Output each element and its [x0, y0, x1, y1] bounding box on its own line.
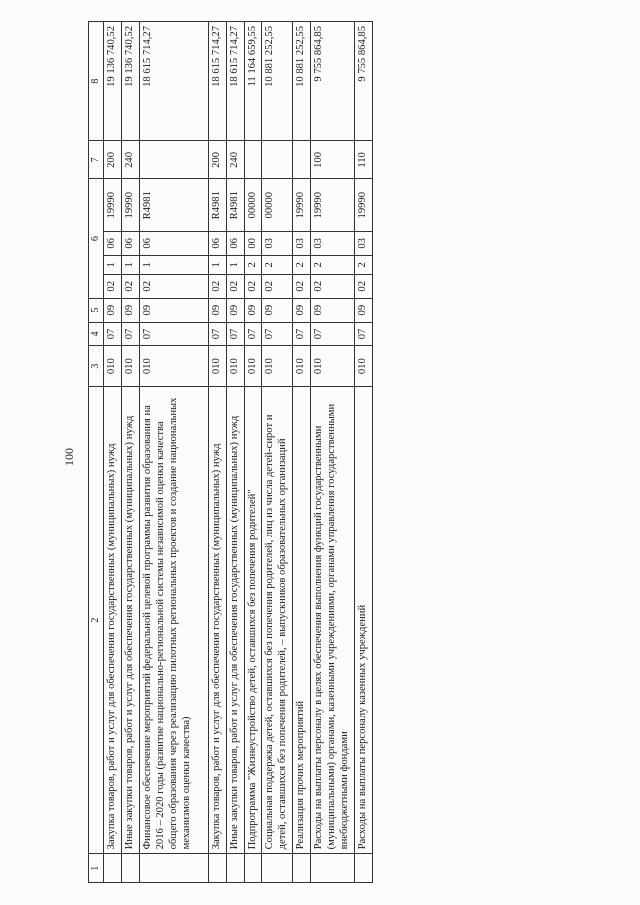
expense-type-cell [262, 141, 293, 179]
row-index-cell [293, 854, 311, 883]
target-part-4: 19990 [311, 179, 355, 231]
target-part-4: R4981 [226, 179, 244, 231]
target-part-2: 1 [208, 255, 226, 274]
target-part-3: 00 [244, 231, 262, 255]
amount-cell: 18 615 714,27 [208, 22, 226, 141]
section-cell: 07 [311, 322, 355, 346]
item-name: Подпрограмма "Жизнеустройство детей, оставшихся без попечения родителей" [244, 386, 262, 853]
amount-cell: 9 755 864,85 [355, 22, 373, 141]
expense-type-cell: 240 [122, 141, 140, 179]
expense-type-cell: 110 [355, 141, 373, 179]
item-name: Расходы на выплаты персоналу казенных учреждений [355, 386, 373, 853]
target-part-4: 19990 [122, 179, 140, 231]
item-name: Финансовое обеспечение мероприятий федеральной целевой программы развития образования на 2016 – 2020 годы (развитие национально-региональной системы независимой оценки качества общего образования через реализацию пилотных региональных проектов и создание национальных механизмов оценки качества) [140, 386, 209, 853]
subsection-cell: 09 [140, 298, 209, 322]
target-part-1: 02 [262, 274, 293, 298]
header-cell: 8 [89, 22, 104, 141]
table-row [244, 22, 262, 883]
table-row [140, 22, 209, 883]
target-part-3: 03 [311, 231, 355, 255]
row-index-cell [355, 854, 373, 883]
target-part-1: 02 [311, 274, 355, 298]
target-part-1: 02 [122, 274, 140, 298]
expense-type-cell [140, 141, 209, 179]
subsection-cell: 09 [311, 298, 355, 322]
table-row [208, 22, 226, 883]
header-cell: 6 [89, 179, 104, 298]
target-part-3: 03 [355, 231, 373, 255]
target-part-4: 19990 [293, 179, 311, 231]
target-part-3: 03 [262, 231, 293, 255]
row-index-cell [226, 854, 244, 883]
item-name: Закупка товаров, работ и услуг для обеспечения государственных (муниципальных) нужд [104, 386, 122, 853]
amount-cell: 10 881 252,55 [262, 22, 293, 141]
subsection-cell: 09 [355, 298, 373, 322]
table-row [226, 22, 244, 883]
subsection-cell: 09 [226, 298, 244, 322]
code-cell: 010 [122, 346, 140, 387]
subsection-cell: 09 [122, 298, 140, 322]
item-name: Иные закупки товаров, работ и услуг для обеспечения государственных (муниципальных) нужд [122, 386, 140, 853]
target-part-2: 2 [355, 255, 373, 274]
target-part-4: 00000 [244, 179, 262, 231]
amount-cell: 18 615 714,27 [226, 22, 244, 141]
row-index-cell [122, 854, 140, 883]
code-cell: 010 [355, 346, 373, 387]
expense-type-cell: 100 [311, 141, 355, 179]
subsection-cell: 09 [244, 298, 262, 322]
table-row [104, 22, 122, 883]
header-row [89, 22, 104, 883]
item-name: Иные закупки товаров, работ и услуг для обеспечения государственных (муниципальных) нужд [226, 386, 244, 853]
code-cell: 010 [226, 346, 244, 387]
row-index-cell [244, 854, 262, 883]
header-cell: 1 [89, 854, 104, 883]
code-cell: 010 [208, 346, 226, 387]
item-name: Реализация прочих мероприятий [293, 386, 311, 853]
target-part-4: R4981 [140, 179, 209, 231]
target-part-3: 06 [208, 231, 226, 255]
code-cell: 010 [293, 346, 311, 387]
amount-cell: 18 615 714,27 [140, 22, 209, 141]
target-part-3: 06 [140, 231, 209, 255]
section-cell: 07 [122, 322, 140, 346]
code-cell: 010 [311, 346, 355, 387]
row-index-cell [104, 854, 122, 883]
target-part-2: 2 [262, 255, 293, 274]
expense-type-cell [293, 141, 311, 179]
item-name: Расходы на выплаты персоналу в целях обеспечения выполнения функций государственными (муниципальными) органами, казенными учреждениями, органами управления государственными внебюджетными фондами [311, 386, 355, 853]
header-cell: 4 [89, 322, 104, 346]
code-cell: 010 [244, 346, 262, 387]
target-part-1: 02 [355, 274, 373, 298]
header-cell: 3 [89, 346, 104, 387]
target-part-3: 03 [293, 231, 311, 255]
expense-type-cell: 200 [104, 141, 122, 179]
header-cell: 7 [89, 141, 104, 179]
target-part-2: 1 [104, 255, 122, 274]
table-row [122, 22, 140, 883]
amount-cell: 10 881 252,55 [293, 22, 311, 141]
table-row [355, 22, 373, 883]
expense-type-cell: 240 [226, 141, 244, 179]
expense-type-cell [244, 141, 262, 179]
amount-cell: 19 136 740,52 [104, 22, 122, 141]
code-cell: 010 [262, 346, 293, 387]
table-row [293, 22, 311, 883]
subsection-cell: 09 [262, 298, 293, 322]
item-name: Закупка товаров, работ и услуг для обеспечения государственных (муниципальных) нужд [208, 386, 226, 853]
target-part-2: 1 [140, 255, 209, 274]
subsection-cell: 09 [293, 298, 311, 322]
target-part-4: R4981 [208, 179, 226, 231]
amount-cell: 19 136 740,52 [122, 22, 140, 141]
section-cell: 07 [140, 322, 209, 346]
section-cell: 07 [262, 322, 293, 346]
header-cell: 5 [89, 298, 104, 322]
expense-type-cell: 200 [208, 141, 226, 179]
table-row [262, 22, 293, 883]
item-name: Социальная поддержка детей, оставшихся без попечения родителей, лиц из числа детей-сирот и детей, оставшихся без попечения родителей, – выпускников образовательных организаций [262, 386, 293, 853]
target-part-3: 06 [104, 231, 122, 255]
row-index-cell [311, 854, 355, 883]
target-part-2: 1 [122, 255, 140, 274]
code-cell: 010 [140, 346, 209, 387]
target-part-4: 19990 [104, 179, 122, 231]
table-body [104, 22, 373, 883]
target-part-4: 19990 [355, 179, 373, 231]
target-part-2: 1 [226, 255, 244, 274]
section-cell: 07 [293, 322, 311, 346]
header-cell: 2 [89, 386, 104, 853]
amount-cell: 9 755 864,85 [311, 22, 355, 141]
row-index-cell [262, 854, 293, 883]
target-part-1: 02 [293, 274, 311, 298]
budget-table [88, 21, 373, 883]
target-part-1: 02 [208, 274, 226, 298]
target-part-2: 2 [311, 255, 355, 274]
target-part-1: 02 [226, 274, 244, 298]
section-cell: 07 [355, 322, 373, 346]
table-row [311, 22, 355, 883]
target-part-1: 02 [244, 274, 262, 298]
section-cell: 07 [208, 322, 226, 346]
page-number: 100 [62, 448, 76, 466]
subsection-cell: 09 [104, 298, 122, 322]
section-cell: 07 [244, 322, 262, 346]
row-index-cell [208, 854, 226, 883]
amount-cell: 11 164 659,55 [244, 22, 262, 141]
target-part-3: 06 [122, 231, 140, 255]
target-part-1: 02 [104, 274, 122, 298]
section-cell: 07 [226, 322, 244, 346]
subsection-cell: 09 [208, 298, 226, 322]
target-part-4: 00000 [262, 179, 293, 231]
target-part-1: 02 [140, 274, 209, 298]
target-part-2: 2 [293, 255, 311, 274]
section-cell: 07 [104, 322, 122, 346]
target-part-2: 2 [244, 255, 262, 274]
target-part-3: 06 [226, 231, 244, 255]
code-cell: 010 [104, 346, 122, 387]
row-index-cell [140, 854, 209, 883]
